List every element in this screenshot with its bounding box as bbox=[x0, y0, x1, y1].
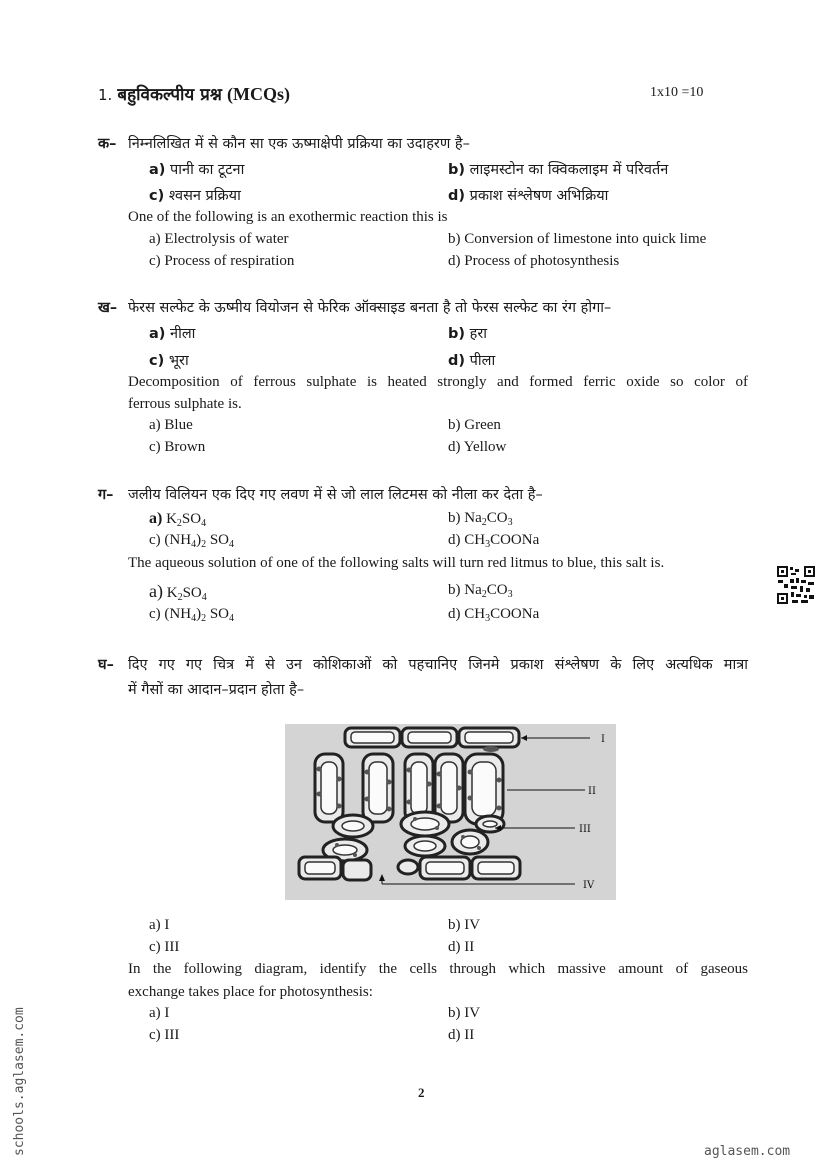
q4-label: घ– bbox=[98, 657, 114, 673]
q2-option-c-english: c) Brown bbox=[149, 439, 206, 455]
q2-question-english-line2: ferrous sulphate is. bbox=[128, 396, 242, 412]
q4-option-c-1: c) III bbox=[149, 939, 180, 955]
q3-option-c-2: c) $(NH_4)_2$ $SO_4$ bbox=[149, 606, 235, 624]
q3-label: ग– bbox=[98, 487, 114, 503]
diagram-label-3: III bbox=[579, 824, 591, 835]
q3-option-d-1: d) $CH_3COONa$ bbox=[448, 532, 540, 550]
q4-option-d-1: d) II bbox=[448, 939, 475, 955]
q3-question-english: The aqueous solution of one of the following salts will turn red litmus to blue, this salt is. bbox=[128, 555, 665, 571]
q4-option-d-2: d) II bbox=[448, 1027, 475, 1043]
section-title-english: (MCQs) bbox=[226, 84, 290, 104]
q3-option-d-2: d) $CH_3COONa$ bbox=[448, 606, 540, 624]
page-number: 2 bbox=[418, 1085, 425, 1100]
q2-option-a-english: a) Blue bbox=[149, 417, 193, 433]
q1-option-d-hindi: d) प्रकाश संश्लेषण अभिक्रिया bbox=[448, 188, 609, 204]
diagram-label-2: II bbox=[588, 786, 596, 797]
diagram-label-1: I bbox=[601, 734, 605, 745]
q4-option-b-2: b) IV bbox=[448, 1005, 481, 1021]
q3-question-hindi: जलीय विलियन एक दिए गए लवण में से जो लाल लिटमस को नीला कर देता है– bbox=[128, 487, 543, 503]
q4-option-b-1: b) IV bbox=[448, 917, 481, 933]
q1-option-a-english: a) Electrolysis of water bbox=[149, 231, 289, 247]
q2-option-b-hindi: b) हरा bbox=[448, 326, 488, 342]
q1-option-d-english: d) Process of photosynthesis bbox=[448, 253, 620, 269]
q4-option-a-1: a) I bbox=[149, 917, 170, 933]
q1-question-hindi: निम्नलिखित में से कौन सा एक ऊष्माक्षेपी प्रक्रिया का उदाहरण है– bbox=[128, 136, 470, 152]
q3-option-a-1: a) $K_2SO_4$ bbox=[149, 510, 207, 529]
marks-scheme: 1x10 =10 bbox=[650, 85, 704, 100]
q3-option-c-1: c) $(NH_4)_2$ $SO_4$ bbox=[149, 532, 235, 550]
section-title-hindi: बहुविकल्पीय प्रश्न bbox=[117, 85, 222, 105]
q1-question-english: One of the following is an exothermic reaction this is bbox=[128, 209, 448, 225]
q2-question-hindi: फेरस सल्फेट के ऊष्मीय वियोजन से फेरिक ऑक्साइड बनता है तो फेरस सल्फेट का रंग होगा– bbox=[128, 300, 612, 316]
upper-epidermis-cells bbox=[345, 728, 519, 752]
q2-option-c-hindi: c) भूरा bbox=[149, 353, 189, 369]
q3-option-b-2: b) $Na_2CO_3$ bbox=[448, 582, 513, 600]
q2-option-d-hindi: d) पीला bbox=[448, 353, 496, 369]
section-number: 1. bbox=[98, 86, 113, 104]
q4-question-english-line2: exchange takes place for photosynthesis: bbox=[128, 984, 373, 1000]
q1-option-c-english: c) Process of respiration bbox=[149, 253, 295, 269]
qr-code-icon bbox=[776, 565, 816, 605]
watermark-bottom: aglasem.com bbox=[704, 1144, 791, 1159]
q4-option-a-2: a) I bbox=[149, 1005, 170, 1021]
q4-question-hindi-line1: दिए गए गए चित्र में से उन कोशिकाओं को पहचानिए जिनमे प्रकाश संश्लेषण के लिए अत्यधिक मात्रा bbox=[128, 657, 748, 673]
q1-option-c-hindi: c) श्वसन प्रक्रिया bbox=[149, 188, 241, 204]
q2-option-d-english: d) Yellow bbox=[448, 439, 507, 455]
watermark-side: schools.aglasem.com bbox=[12, 1007, 27, 1156]
q4-option-c-2: c) III bbox=[149, 1027, 180, 1043]
q1-label: क– bbox=[98, 136, 117, 152]
q4-question-hindi-line2: में गैसों का आदान–प्रदान होता है– bbox=[128, 682, 305, 698]
q2-option-a-hindi: a) नीला bbox=[149, 326, 196, 342]
q1-option-b-english: b) Conversion of limestone into quick lime bbox=[448, 231, 707, 247]
q2-option-b-english: b) Green bbox=[448, 417, 501, 433]
diagram-label-4: IV bbox=[583, 880, 595, 891]
leaf-cross-section-diagram bbox=[285, 724, 616, 900]
q3-option-a-2: a) $K_2SO_4$ bbox=[149, 581, 207, 603]
spongy-cells bbox=[323, 812, 504, 861]
section-heading bbox=[98, 82, 290, 105]
q1-option-a-hindi: a) पानी का टूटना bbox=[149, 162, 245, 178]
q1-option-b-hindi: b) लाइमस्टोन का क्विकलाइम में परिवर्तन bbox=[448, 162, 669, 178]
q4-question-english-line1: In the following diagram, identify the cells through which massive amount of gaseous bbox=[128, 961, 748, 977]
q2-question-english-line1: Decomposition of ferrous sulphate is heated strongly and formed ferric oxide so color of bbox=[128, 374, 748, 390]
q3-option-b-1: b) $Na_2CO_3$ bbox=[448, 510, 513, 528]
q2-label: ख– bbox=[98, 300, 118, 316]
